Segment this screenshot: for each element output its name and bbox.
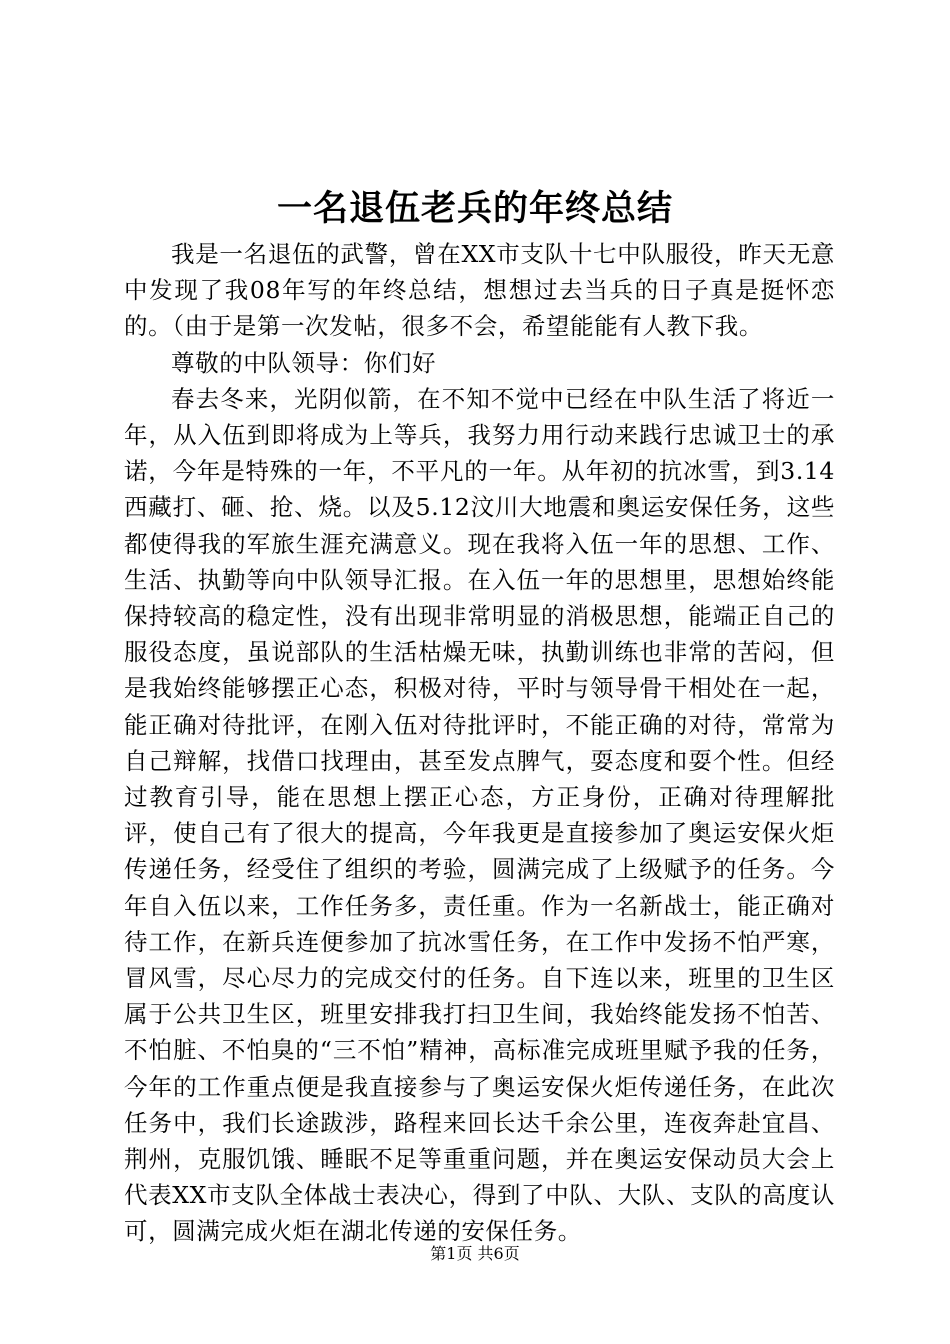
main-paragraph: 春去冬来，光阴似箭，在不知不觉中已经在中队生活了将近一年，从入伍到即将成为上等兵，我努力用行动来践行忠诚卫士的承诺，今年是特殊的一年，不平凡的一年。从年初的抗冰雪，到3.14西藏打、砸、抢、烧。以及5.12汶川大地震和奥运安保任务，这些都使得我的军旅生涯充满意义。现在我将入伍一年的思想、工作、生活、执勤等向中队领导汇报。在入伍一年的思想里，思想始终能保持较高的稳定性，没有出现非常明显的消极思想，能端正自己的服役态度，虽说部队的生活枯燥无味，执勤训练也非常的苦闷，但是我始终能够摆正心态，积极对待，平时与领导骨干相处在一起，能正确对待批评，在刚入伍对待批评时，不能正确的对待，常常为自己辩解，找借口找理由，甚至发点脾气，耍态度和耍个性。但经过教育引导，能在思想上摆正心态，方正身份，正确对待理解批评，使自己有了很大的提高，今年我更是直接参加了奥运安保火炬传递任务，经受住了组织的考验，圆满完成了上级赋予的任务。今年自入伍以来，工作任务多，责任重。作为一名新战士，能正确对待工作，在新兵连便参加了抗冰雪任务，在工作中发扬不怕严寒，冒风雪，尽心尽力的完成交付的任务。自下连以来，班里的卫生区属于公共卫生区，班里安排我打扫卫生间，我始终能发扬不怕苦、不怕脏、不怕臭的“三不怕”精神，高标准完成班里赋予我的任务，今年的工作重点便是我直接参与了奥运安保火炬传递任务，在此次任务中，我们长途跋涉，路程来回长达千余公里，连夜奔赴宜昌、荆州，克服饥饿、睡眠不足等重重问题，并在奥运安保动员大会上代表XX市支队全体战士表决心，得到了中队、大队、支队的高度认可，圆满完成火炬在湖北传递的安保任务。 — [124, 384, 835, 1246]
document-title: 一名退伍老兵的年终总结 — [276, 188, 673, 229]
page-number-footer: 第1页 共6页 — [430, 1244, 520, 1263]
document-body — [124, 236, 835, 1250]
intro-paragraph: 我是一名退伍的武警，曾在XX市支队十七中队服役，昨天无意中发现了我08年写的年终总结，想想过去当兵的日子真是挺怀恋的。（由于是第一次发帖，很多不会，希望能能有人教下我。 — [124, 240, 835, 341]
salutation-paragraph: 尊敬的中队领导：你们好 — [171, 348, 437, 377]
